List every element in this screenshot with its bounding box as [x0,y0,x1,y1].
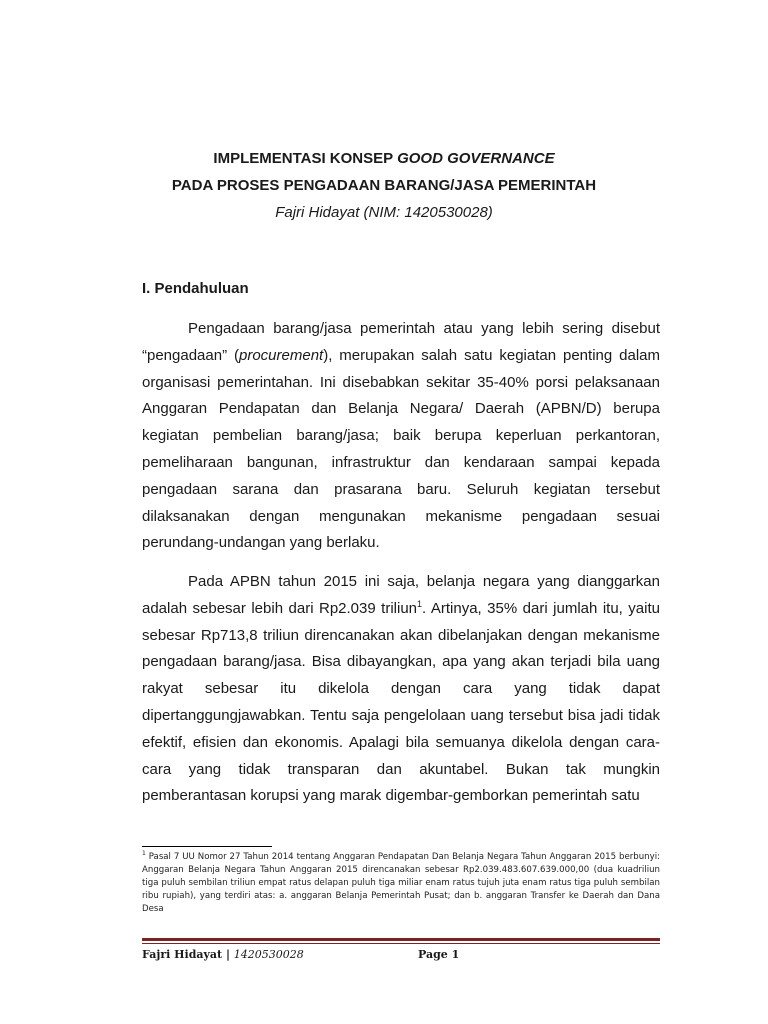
paragraph-2: Pada APBN tahun 2015 ini saja, belanja negara yang dianggarkan adalah sebesar lebih dari Rp2.039 triliun$^1$. Artinya, 35% dari jumlah itu, yaitu sebesar Rp713,8 triliun direncanakan akan dibelanjakan dengan mekanisme pengadaan barang/jasa. Bisa dibayangkan, apa yang akan terjadi bila uang rakyat sebesar itu dikelola dengan cara yang tidak dapat dipertanggungjawabkan. Tentu saja pengelolaan uang tersebut bisa jadi tidak efektif, efisien dan ekonomis. Apalagi bila semuanya dikelola dengan cara-cara yang tidak transparan dan akuntabel. Bukan tak mungkin pemberantasan korupsi yang marak digembar-gemborkan pemerintah satu [142,573,660,805]
title-line-1: IMPLEMENTASI KONSEP GOOD GOVERNANCE [213,150,555,167]
title-block [0,145,768,226]
section-heading: I. Pendahuluan [142,280,249,297]
author-line: Fajri Hidayat (NIM: 1420530028) [275,204,493,221]
footnote [142,851,660,916]
footer-rule-thin [142,943,660,944]
title-italic-term: GOOD GOVERNANCE [397,150,555,167]
footnote-text: Pasal 7 UU Nomor 27 Tahun 2014 tentang Anggaran Pendapatan Dan Belanja Negara Tahun Anggaran 2015 berbunyi: Anggaran Belanja Negara Tahun Anggaran 2015 direncanakan sebesar Rp2.039.483.607.639.000,00 (dua kuadriliun tiga puluh sembilan triliun empat ratus delapan puluh tiga miliar enam ratus tujuh juta enam ratus tiga puluh sembilan ribu rupiah), yang terdiri atas: a. anggaran Belanja Pemerintah Pusat; dan b. anggaran Transfer ke Daerah dan Dana Desa [142,852,660,914]
footnote-marker: 1 [142,850,146,858]
footnote-separator [142,846,272,847]
paragraph-1: Pengadaan barang/jasa pemerintah atau yang lebih sering disebut “pengadaan” (procurement), merupakan salah satu kegiatan penting dalam organisasi pemerintahan. Ini disebabkan sekitar 35-40% porsi pelaksanaan Anggaran Pendapatan dan Belanja Negara/ Daerah (APBN/D) berupa kegiatan pembelian barang/jasa; baik berupa keperluan perkantoran, pemeliharaan bangunan, infrastruktur dan kendaraan sampai kepada pengadaan sarana dan prasarana baru. Seluruh kegiatan tersebut dilaksanakan dengan mengunakan mekanisme pengadaan sesuai perundang-undangan yang berlaku. [142,320,660,552]
title-line-2: PADA PROSES PENGADAAN BARANG/JASA PEMERINTAH [171,177,597,194]
footnote-reference[interactable]: 1 [417,598,423,609]
footer-rule-thick [142,938,660,941]
page-number: Page 1 [418,948,460,961]
footer-nim: 1420530028 [233,948,304,961]
italic-term: procurement [239,346,324,364]
footer-author: Fajri Hidayat | 1420530028 [142,948,304,961]
